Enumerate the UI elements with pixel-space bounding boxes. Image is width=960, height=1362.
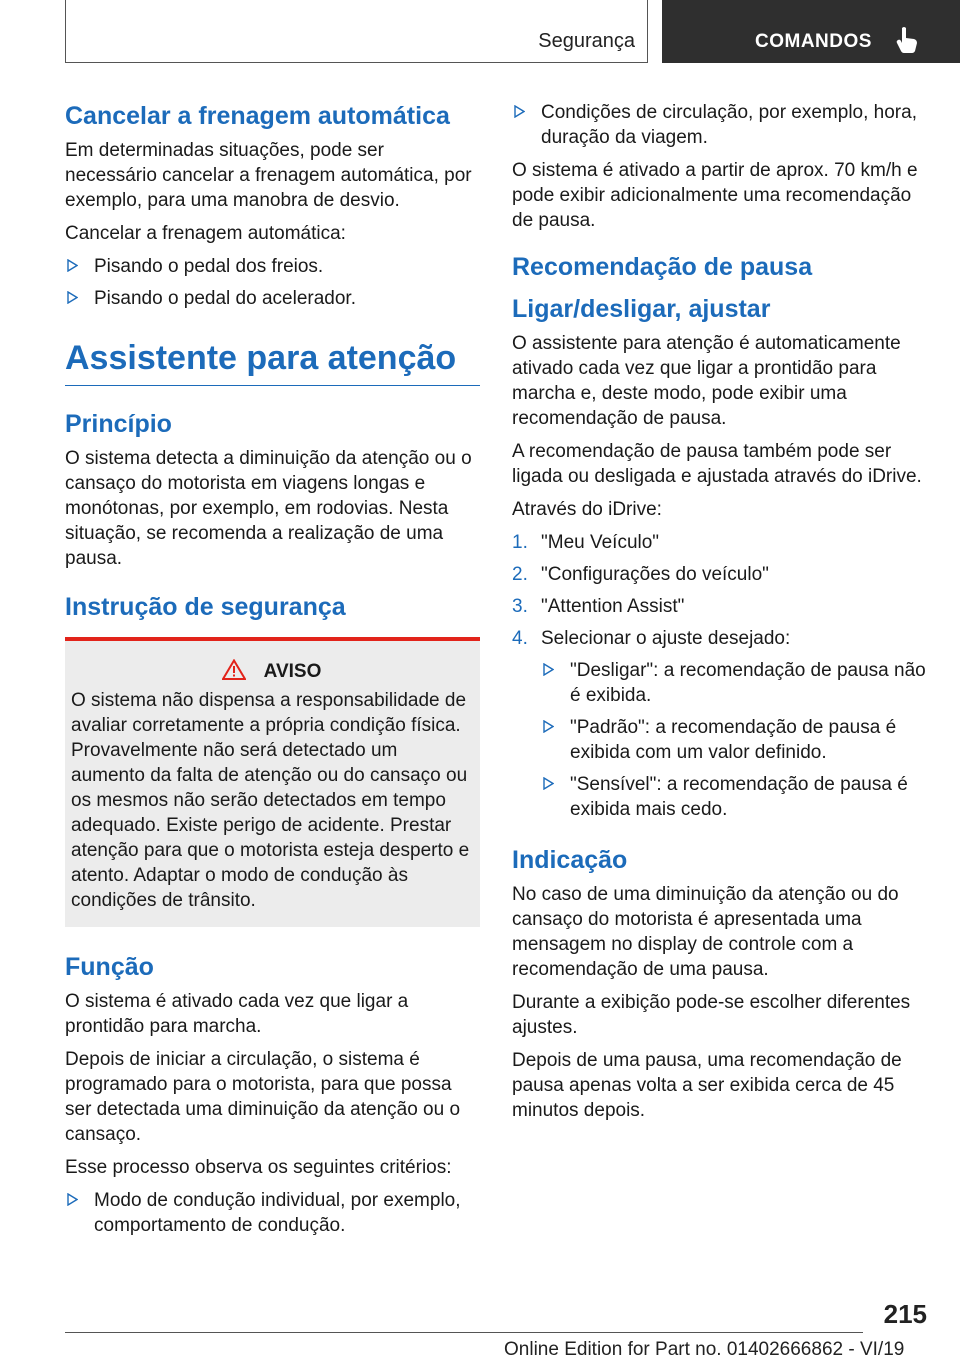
numbered-steps — [512, 530, 930, 822]
paragraph: Cancelar a frenagem automática: — [65, 223, 346, 244]
paragraph: Através do iDrive: — [512, 499, 662, 520]
paragraph: Em determinadas situações, pode ser necessário cancelar a frenagem automática, por exemplo, para uma manobra de desvio. — [65, 140, 472, 211]
footer-divider — [65, 1332, 863, 1333]
paragraph: No caso de uma diminuição da atenção ou do cansaço do motorista é apresentada uma mensagem no display de controle com a recomendação de uma pausa. — [512, 884, 899, 980]
bullet-list — [65, 1188, 480, 1238]
option-item: "Desligar": a recomendação de pausa não é exibida. — [541, 658, 930, 708]
paragraph: Esse processo observa os seguintes critérios: — [65, 1157, 452, 1178]
bullet-list — [512, 100, 930, 150]
header-chapter-box — [662, 0, 960, 63]
triangle-bullet-icon — [67, 1193, 78, 1206]
list-item: Pisando o pedal dos freios. — [65, 254, 480, 279]
footer-edition-text: Online Edition for Part no. 01402666862 - VI/19 — [504, 1339, 905, 1360]
triangle-bullet-icon — [543, 720, 554, 733]
warning-text: O sistema não dispensa a responsabilidade de avaliar corretamente a própria condição física. Provavelmente não será detectado um aumento da falta de atenção ou do cansaço ou os mesmos não serão detectados em tempo adequado. Existe perigo de acidente. Prestar atenção para que o motorista esteja desperto e atento. Adaptar o modo de condução às condições de trânsito. — [71, 690, 470, 911]
paragraph: A recomendação de pausa também pode ser ligada ou desligada e ajustada através do iDrive. — [512, 441, 922, 487]
paragraph: Depois de uma pausa, uma recomendação de pausa apenas volta a ser exibida cerca de 45 minutos depois. — [512, 1050, 902, 1121]
section-title-on-off-adjust: Ligar/desligar, ajustar — [512, 295, 771, 323]
paragraph: O assistente para atenção é automaticamente ativado cada vez que ligar a prontidão para marcha e, deste modo, pode exibir uma recomendação de pausa. — [512, 333, 901, 429]
section-title-cancel-braking: Cancelar a frenagem automática — [65, 102, 450, 130]
section-title-break-recommendation: Recomendação de pausa — [512, 253, 813, 281]
option-list — [541, 658, 930, 822]
warning-heading: AVISO — [71, 659, 472, 684]
bullet-list — [65, 254, 480, 311]
triangle-bullet-icon — [67, 259, 78, 272]
step-item: 3. "Attention Assist" — [512, 596, 685, 617]
step-number: 3. — [512, 596, 528, 617]
section-title-safety: Instrução de segurança — [65, 593, 346, 621]
triangle-bullet-icon — [543, 663, 554, 676]
triangle-bullet-icon — [67, 291, 78, 304]
paragraph: Depois de iniciar a circulação, o sistema é programado para o motorista, para que possa ser detectada uma diminuição da atenção ou o cansaço. — [65, 1049, 461, 1145]
section-title-function: Função — [65, 953, 154, 981]
step-number: 1. — [512, 532, 528, 553]
paragraph: O sistema é ativado cada vez que ligar a prontidão para marcha. — [65, 991, 409, 1037]
step-item: 4. Selecionar o ajuste desejado: "Desligar": a recomendação de pausa não é exibida. "Padrão": a recomendação de pausa é exibida com um valor definido. "Sensível": a recomendação de pausa é exibida mais cedo. — [512, 626, 930, 822]
list-item: Modo de condução individual, por exemplo, comportamento de condução. — [65, 1188, 480, 1238]
chapter-title: Assistente para atenção — [65, 339, 457, 377]
right-column — [512, 100, 930, 1131]
paragraph: Durante a exibição pode-se escolher diferentes ajustes. — [512, 992, 911, 1038]
chapter-heading — [65, 337, 480, 386]
header-section-box — [65, 0, 648, 63]
option-item: "Sensível": a recomendação de pausa é exibida mais cedo. — [541, 772, 930, 822]
list-item: Condições de circulação, por exemplo, hora, duração da viagem. — [512, 100, 930, 150]
section-title-principle: Princípio — [65, 410, 172, 438]
header-chapter-title: COMANDOS — [755, 31, 872, 52]
warning-triangle-icon — [222, 659, 246, 680]
header-section-title: Segurança — [538, 30, 635, 52]
option-item: "Padrão": a recomendação de pausa é exibida com um valor definido. — [541, 715, 930, 765]
page-number: 215 — [883, 1299, 927, 1329]
warning-box — [65, 637, 480, 927]
step-item: 1. "Meu Veículo" — [512, 532, 660, 553]
step-number: 2. — [512, 564, 528, 585]
pointing-hand-icon — [896, 26, 920, 54]
paragraph: O sistema é ativado a partir de aprox. 70 km/h e pode exibir adicionalmente uma recomendação de pausa. — [512, 160, 918, 231]
section-title-indication: Indicação — [512, 846, 628, 874]
paragraph: O sistema detecta a diminuição da atenção ou o cansaço do motorista em viagens longas e monótonas, por exemplo, em rodovias. Nesta situação, se recomenda a realização de uma pausa. — [65, 448, 472, 569]
triangle-bullet-icon — [514, 105, 525, 118]
step-number: 4. — [512, 628, 528, 649]
left-column — [65, 100, 480, 1246]
list-item: Pisando o pedal do acelerador. — [65, 286, 480, 311]
step-item: 2. "Configurações do veículo" — [512, 564, 769, 585]
triangle-bullet-icon — [543, 777, 554, 790]
